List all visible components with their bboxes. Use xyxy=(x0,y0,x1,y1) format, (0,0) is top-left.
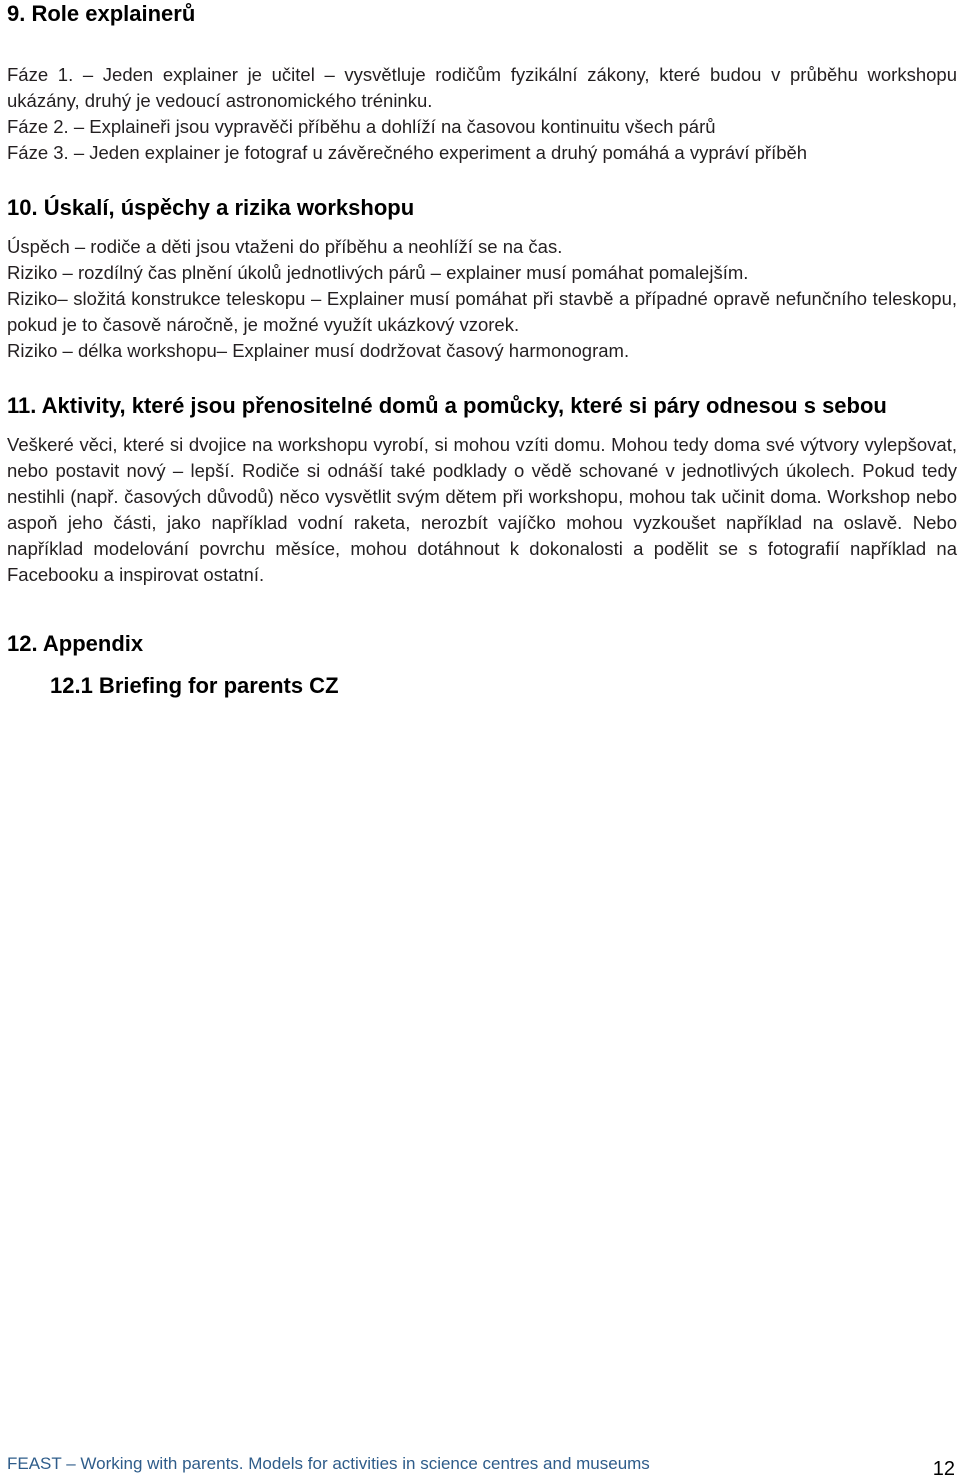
section-9-body xyxy=(7,62,957,166)
section-11-heading: 11. Aktivity, které jsou přenositelné domů a pomůcky, které si páry odnesou s sebou xyxy=(7,393,887,418)
section-10-body xyxy=(7,234,957,364)
section-12-1-heading: 12.1 Briefing for parents CZ xyxy=(50,673,339,698)
section-9-heading: 9. Role explainerů xyxy=(7,1,196,26)
phase-1-text: Fáze 1. – Jeden explainer je učitel – vysvětluje rodičům fyzikální zákony, které budou v průběhu workshopu ukázány, druhý je vedoucí astronomického tréninku. xyxy=(7,64,957,111)
phase-2-text: Fáze 2. – Explaineři jsou vypravěči příběhu a dohlíží na časovou kontinuitu všech párů xyxy=(7,116,716,137)
section-11-body xyxy=(7,432,957,588)
page-footer xyxy=(7,1452,957,1482)
footer-text: FEAST – Working with parents. Models for activities in science centres and museums xyxy=(7,1454,650,1473)
section-12-heading: 12. Appendix xyxy=(7,631,144,656)
page-number: 12 xyxy=(932,1458,955,1480)
success-text: Úspěch – rodiče a děti jsou vtaženi do příběhu a neohlíží se na čas. xyxy=(7,236,563,257)
phase-3-text: Fáze 3. – Jeden explainer je fotograf u závěrečného experiment a druhý pomáhá a vypráví příběh xyxy=(7,142,808,163)
risk-2-text: Riziko– složitá konstrukce teleskopu – Explainer musí pomáhat při stavbě a případné opravě nefunčního teleskopu, pokud je to časově náročně, je možné využít ukázkový vzorek. xyxy=(7,288,957,335)
section-11-paragraph: Veškeré věci, které si dvojice na workshopu vyrobí, si mohou vzíti domu. Mohou tedy doma své výtvory vylepšovat, nebo postavit nový – lepší. Rodiče si odnáší také podklady o vědě schované v jednotlivých úkolech. Pokud tedy nestihli (např. časových důvodů) něco vysvětlit svým dětem při workshopu, mohou tak učinit doma. Workshop nebo aspoň jeho části, jako například vodní raketa, nerozbít vajíčko mohou vyzkoušet například na oslavě. Nebo například modelování povrchu měsíce, mohou dotáhnout k dokonalosti a podělit se s fotografií například na Facebooku a inspirovat ostatní. xyxy=(7,434,957,585)
section-10-heading: 10. Úskalí, úspěchy a rizika workshopu xyxy=(7,195,415,220)
risk-1-text: Riziko – rozdílný čas plnění úkolů jednotlivých párů – explainer musí pomáhat pomalejším. xyxy=(7,262,749,283)
risk-3-text: Riziko – délka workshopu– Explainer musí dodržovat časový harmonogram. xyxy=(7,340,630,361)
